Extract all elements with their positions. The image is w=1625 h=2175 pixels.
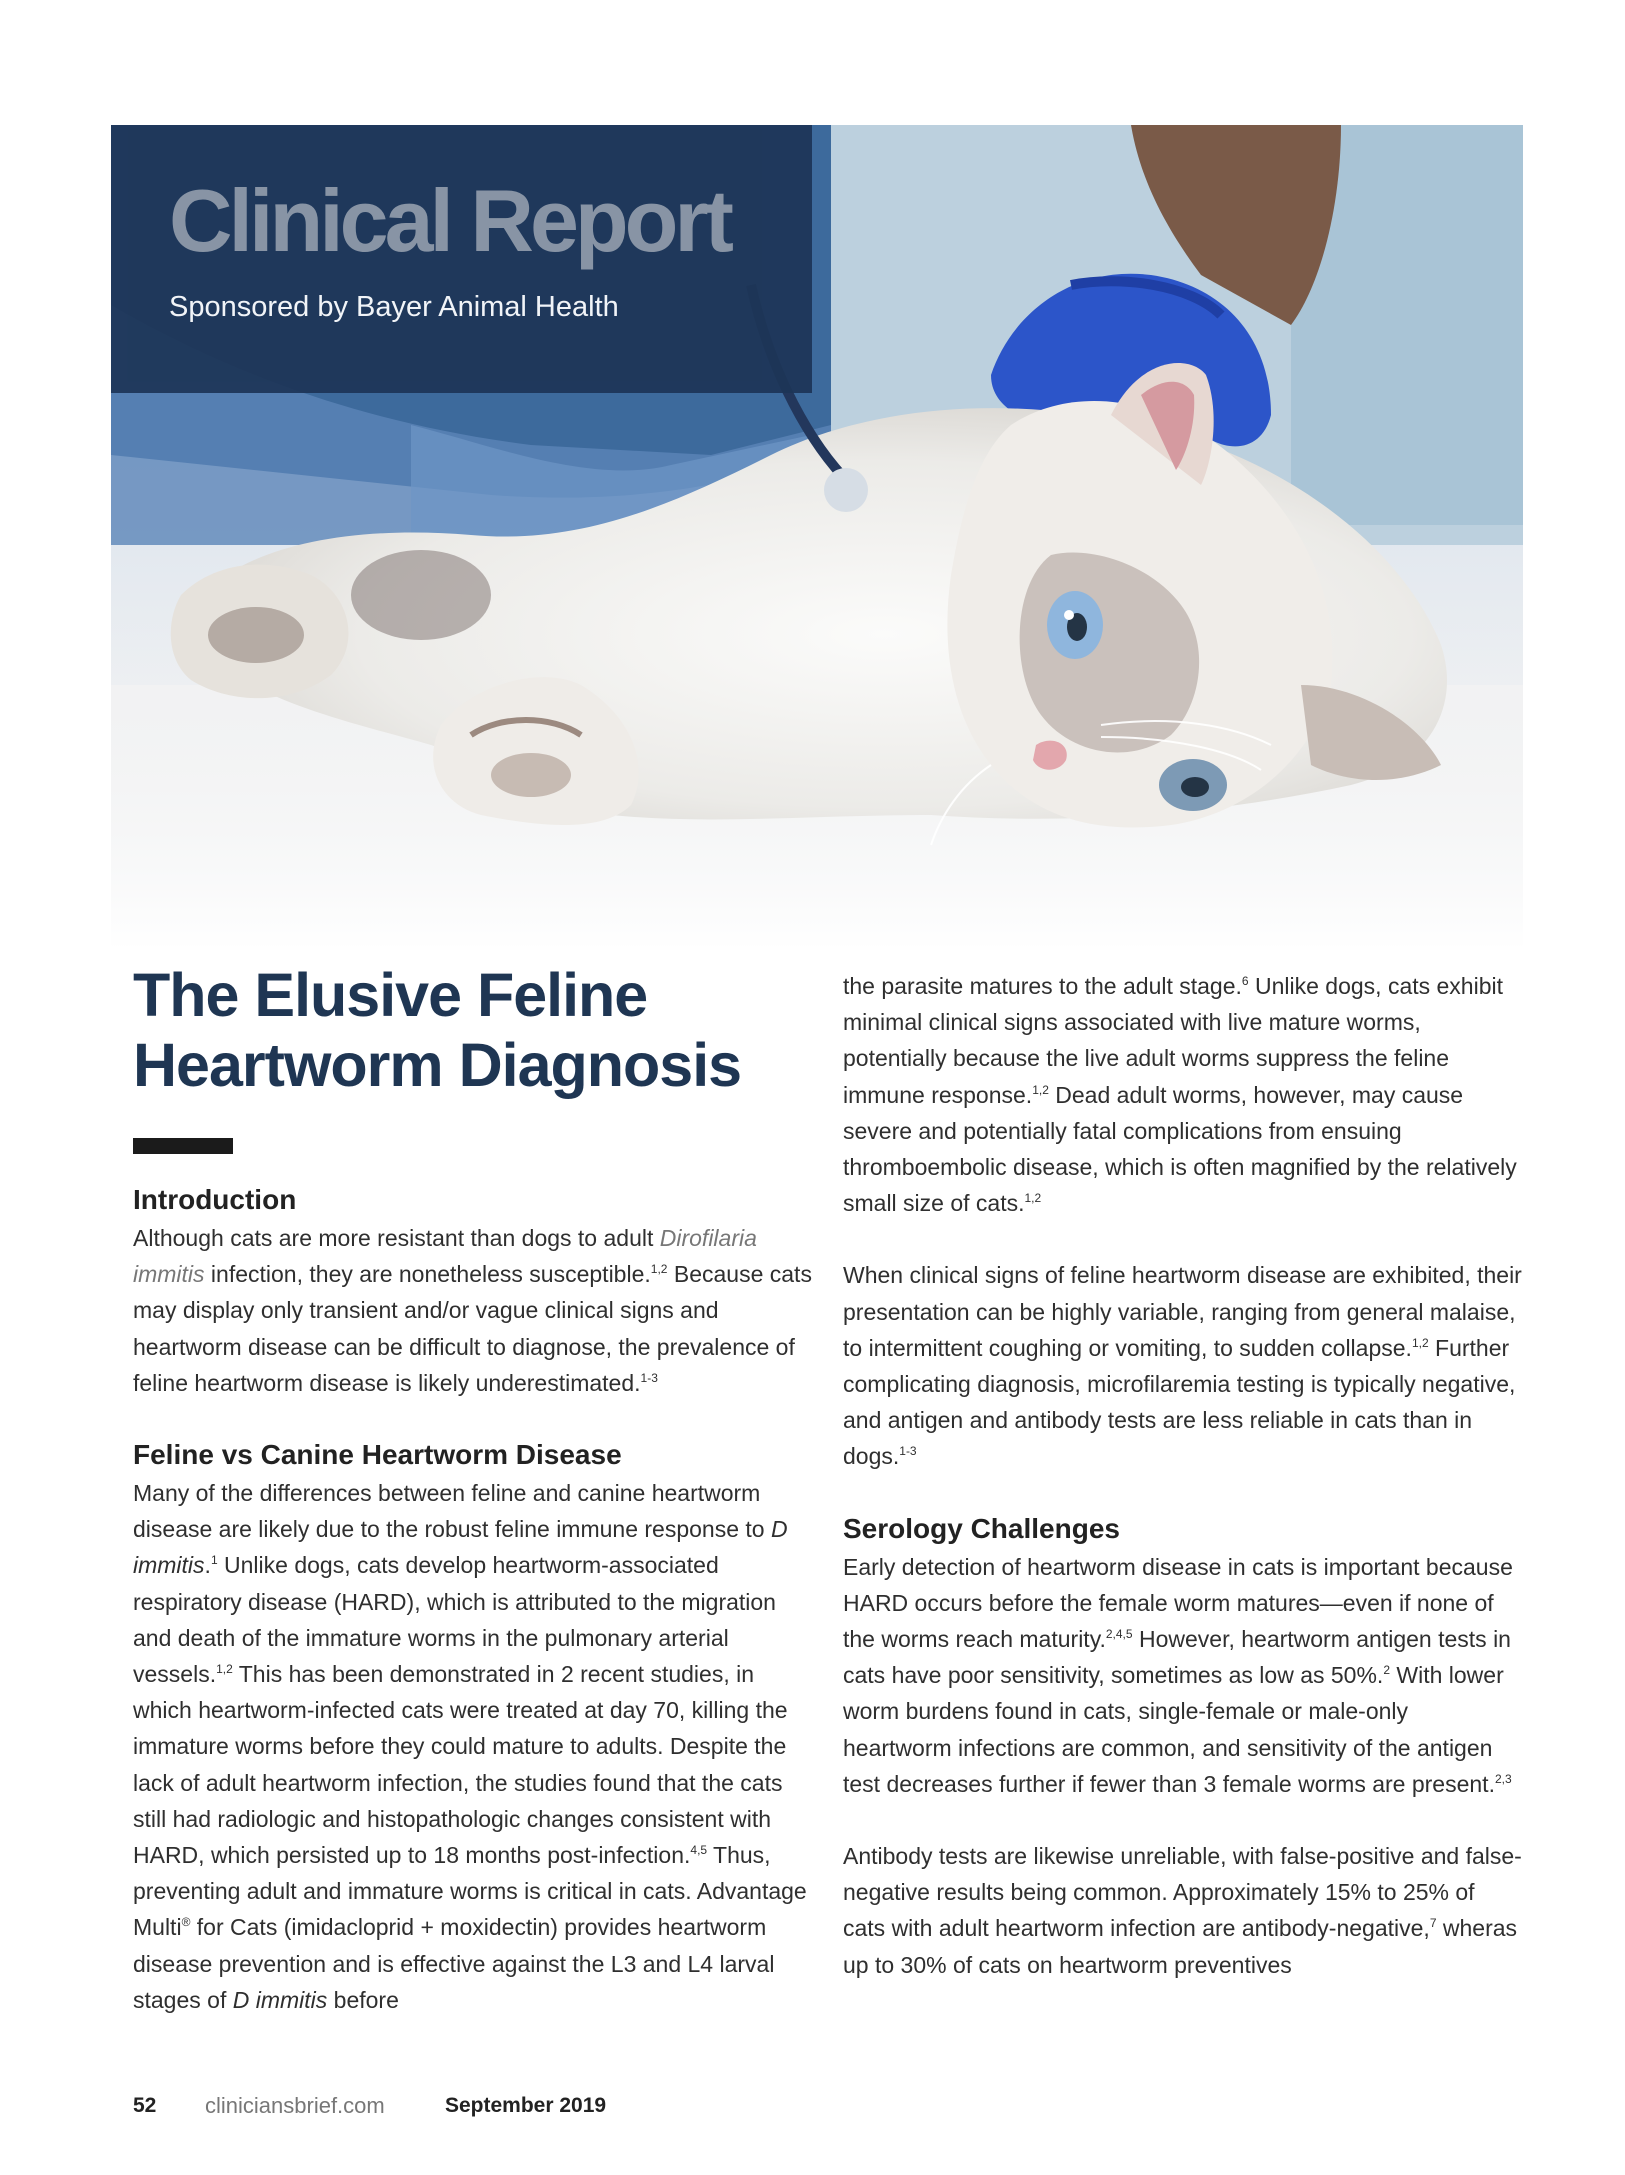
clinical-signs-paragraph: When clinical signs of feline heartworm disease are exhibited, their presentation can be highly variable, ranging from general malaise, to intermittent coughing or vomiting, to sudden collapse.$^{1,2}$ Further complicating diagnosis, microfilaremia testing is typically negative, and antigen and antibody tests are less reliable in cats than in dogs.$^{1-3}$ — [843, 1262, 1522, 1470]
serology-heading: Serology Challenges — [843, 1512, 1120, 1544]
adult-stage-paragraph: the parasite matures to the adult stage.$^6$ Unlike dogs, cats exhibit minimal clinical signs associated with live mature worms, potentially because the live adult worms suppress the feline immune response.$^{1,2}$ Dead adult worms, however, may cause severe and potentially fatal complications from ensuing thromboembolic disease, which is often magnified by the relatively small size of cats.$^{1,2}$ — [843, 973, 1517, 1217]
serology-paragraph-2: Antibody tests are likewise unreliable, with false-positive and false-negative results being common. Approximately 15% to 25% of cats with adult heartworm infection are antibody-negative,$^7$ wheras up to 30% of cats on heartworm preventives — [843, 1843, 1522, 1978]
feline-vs-canine-heading: Feline vs Canine Heartworm Disease — [133, 1439, 622, 1471]
intro-paragraph: Although cats are more resistant than dogs to adult Dirofilaria immitis infection, they are nonetheless susceptible.$^{1,2}$ Because cats may display only transient and/or vague clinical signs and heartworm disease can be difficult to diagnose, the prevalence of feline heartworm disease is likely underestimated.$^{1-3}$ — [133, 1225, 812, 1396]
article-column-right — [843, 968, 1523, 1983]
article-title — [133, 960, 813, 1100]
article-title-line-2: Heartworm Diagnosis — [133, 1031, 742, 1099]
clinical-report-banner — [111, 125, 812, 393]
title-rule — [133, 1138, 233, 1154]
article-title-line-1: The Elusive Feline — [133, 961, 648, 1029]
issue-date: September 2019 — [445, 2094, 607, 2117]
feline-vs-canine-paragraph: Many of the differences between feline and canine heartworm disease are likely due to the robust feline immune response to D immitis.$^1$ Unlike dogs, cats develop heartworm-associated respiratory disease (HARD), which is attributed to the migration and death of the immature worms in the pulmonary arterial vessels.$^{1,2}$ This has been demonstrated in 2 recent studies, in which heartworm-infected cats were treated at day 70, killing the immature worms before they could mature to adults. Despite the lack of adult heartworm infection, the studies found that the cats still had radiologic and histopathologic changes consistent with HARD, which persisted up to 18 months post-infection.$^{4,5}$ Thus, preventing adult and immature worms is critical in cats. Advantage Multi® for Cats (imidacloprid + moxidectin) provides heartworm disease prevention and is effective against the L3 and L4 larval stages of D immitis before — [133, 1480, 807, 2013]
serology-paragraph-1: Early detection of heartworm disease in cats is important because HARD occurs before the female worm matures—even if none of the worms reach maturity.$^{2,4,5}$ However, heartworm antigen tests in cats have poor sensitivity, sometimes as low as 50%.$^2$ With lower worm burdens found in cats, single-female or male-only heartworm infections are common, and sensitivity of the antigen test decreases further if fewer than 3 female worms are present.$^{2,3}$ — [843, 1553, 1513, 1797]
intro-heading: Introduction — [133, 1184, 297, 1215]
page-number: 52 — [133, 2094, 157, 2117]
article-column-left — [133, 960, 813, 2018]
sponsor-line: Sponsored by Bayer Animal Health — [169, 291, 619, 323]
website-link[interactable]: cliniciansbrief.com — [205, 2093, 385, 2118]
banner-title: Clinical Report — [169, 171, 730, 270]
